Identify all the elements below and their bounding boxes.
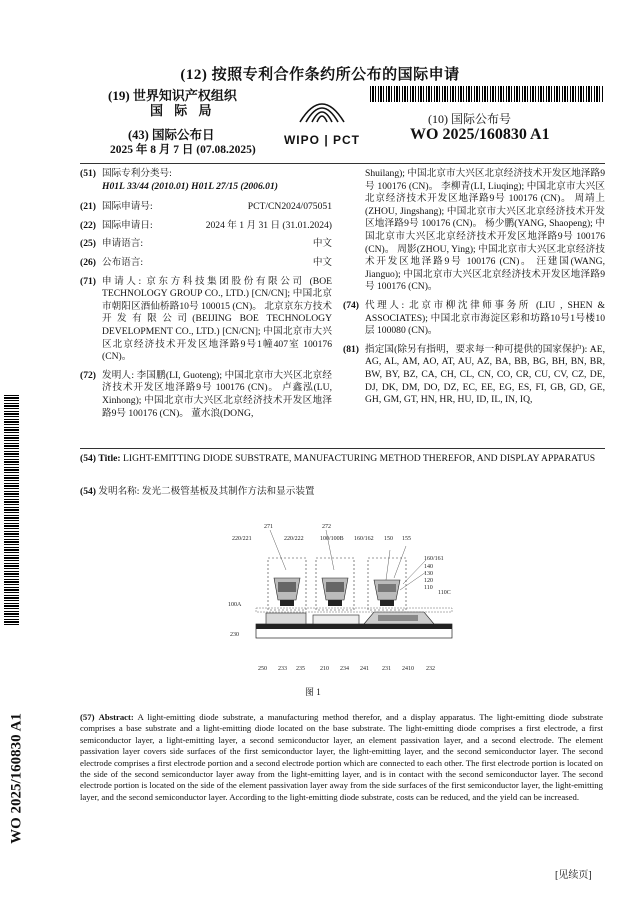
figure-label: 100A xyxy=(228,602,242,608)
ipc-classification: H01L 33/44 (2010.01) H01L 27/15 (2006.01) xyxy=(102,180,278,192)
wipo-pct-text: WIPO | PCT xyxy=(283,133,361,147)
filing-language: 中文 xyxy=(312,238,332,250)
designated-states: 指定国(除另有指明，要求每一种可提供的国家保护): AE, AG, AL, AM, AO, AT, AU, AZ, BA, BB, BG, BH, BN, BR, BW, BY, BZ, CA, CH, CL, CN, CO, CR, CU, CV, CZ, DE, DJ, DK, DM, DO, DZ, EC, EE, EG, ES, FI, GB, GD, GE, GH, GM, GT, HN, HR, HU, ID, IL, IN, IQ, xyxy=(365,343,605,406)
continued-on-next-page: [见续页] xyxy=(555,870,592,881)
abstract-text: A light-emitting diode substrate, a manufacturing method therefor, and a display apparatus. The light-emitting diode substrate comprises a base substrate and a light-emitting diode located on the base substrate. The light-emitting diode comprises a first electrode, a first semiconductor layer, a light-emitting layer, a second semiconductor layer, an element passivation layer, and a second electrode. The element passivation layer covers side surfaces of the first semiconductor layer, the light-emitting layer, and the second semiconductor layer. The second electrode comprises a first electrode portion and a second electrode portion which are connected to each other. The first electrode portion is located on the side of the second semiconductor layer away from the light-emitting layer, and is in contact with the second semiconductor layer. The second electrode portion is located on the side of the element passivation layer away from the side surfaces of the first semiconductor layer, the light-emitting layer, and the second semiconductor layer. According to the light-emitting diode substrate, costs can be reduced, and the yield can be increased. xyxy=(80,712,604,802)
english-title xyxy=(80,453,605,466)
figure-label: 155 xyxy=(402,536,411,542)
bibliographic-right-column xyxy=(343,168,605,407)
field-26 xyxy=(80,257,332,270)
publication-language: 中文 xyxy=(312,256,332,268)
field-number: (74) xyxy=(343,299,359,311)
field-number: (19) xyxy=(108,88,130,103)
patent-figure-1 xyxy=(228,520,468,680)
field-number: (51) xyxy=(80,168,96,179)
vertical-barcode xyxy=(4,395,19,625)
field-number: (57) xyxy=(80,712,95,722)
publication-number-label: (10) 国际公布号 xyxy=(428,112,511,126)
field-label: 公布语言: xyxy=(102,256,144,268)
field-74 xyxy=(343,300,605,338)
field-label: 国际专利分类号: xyxy=(102,168,172,179)
international-bureau: 国 际 局 xyxy=(150,103,216,118)
figure-label: 231 xyxy=(382,666,391,672)
field-label: 申请语言: xyxy=(102,238,144,250)
field-51 xyxy=(80,168,332,181)
led-1 xyxy=(274,578,300,606)
inventors: 发明人: 李国鹏(LI, Guoteng); 中国北京市大兴区北京经济技术开发区地泽路9号 100176 (CN)。 卢鑫泓(LU, Xinhong); 中国北京市大兴区北京经济技术开发区地泽路9号 100176 (CN)。 董水浪(DONG, xyxy=(102,369,332,419)
field-21 xyxy=(80,201,332,214)
wipo-emblem-icon xyxy=(292,92,352,128)
figure-label: 140 xyxy=(424,564,433,570)
bibliographic-left-column xyxy=(80,168,332,420)
electrode-portion xyxy=(378,615,418,621)
figure-caption: 图 1 xyxy=(305,687,321,697)
applicants: 申请人: 京东方科技集团股份有限公司 (BOE TECHNOLOGY GROUP CO., LTD.) [CN/CN]; 中国北京市朝阳区酒仙桥路10号 100015 (CN)。 北京京东方技术开发有限公司(BEIJING BOE TECHNOLOGY DEVELOPMENT CO., LTD.) [CN/CN]; 中国北京市大兴区北京经济技术开发区地泽路9号1幢407室 100176 (CN)。 xyxy=(102,275,332,363)
field-number: (26) xyxy=(80,256,96,268)
agent: 代理人: 北京市柳沈律师事务所 (LIU , SHEN & ASSOCIATES); 中国北京市海淀区彩和坊路10号1号楼10层 100080 (CN)。 xyxy=(365,299,605,337)
abstract xyxy=(80,712,603,803)
title-text: 发明名称: 发光二极管基板及其制作方法和显示装置 xyxy=(98,486,315,497)
filing-date: 2024 年 1 月 31 日 (31.01.2024) xyxy=(205,219,332,231)
field-number: (72) xyxy=(80,369,96,381)
publication-date-label: (43) 国际公布日 xyxy=(128,128,215,142)
electrode-layer xyxy=(256,624,452,629)
figure-label: 272 xyxy=(322,524,331,530)
field-81 xyxy=(343,344,605,407)
application-number: PCT/CN2024/075051 xyxy=(247,201,332,213)
field-number: (54) xyxy=(80,486,96,497)
figure-label: 234 xyxy=(340,666,349,672)
field-number: (22) xyxy=(80,219,96,231)
figure-label: 232 xyxy=(426,666,435,672)
figure-label: 235 xyxy=(296,666,305,672)
title-label: Title: xyxy=(98,453,121,464)
field-number: (54) xyxy=(80,453,96,464)
title-text: LIGHT-EMITTING DIODE SUBSTRATE, MANUFACTURING METHOD THEREFOR, AND DISPLAY APPARATUS xyxy=(123,453,596,464)
pad-region xyxy=(313,615,359,624)
figure-label: 220/222 xyxy=(284,536,304,542)
header-divider xyxy=(80,163,605,164)
field-22 xyxy=(80,220,332,233)
organization-name: 世界知识产权组织 xyxy=(132,88,237,103)
field-number: (25) xyxy=(80,238,96,250)
figure-label: 150 xyxy=(384,536,393,542)
figure-label: 100/100B xyxy=(320,536,344,542)
figure-label: 130 xyxy=(424,571,433,577)
abstract-label: Abstract: xyxy=(98,712,134,722)
publication-number: WO 2025/160830 A1 xyxy=(410,126,550,143)
figure-label: 2410 xyxy=(402,666,414,672)
field-label: 国际申请号: xyxy=(102,201,153,213)
figure-label: 110 xyxy=(424,585,433,591)
field-25 xyxy=(80,238,332,251)
figure-label: 233 xyxy=(278,666,287,672)
figure-label: 271 xyxy=(264,524,273,530)
figure-label: 241 xyxy=(360,666,369,672)
figure-label: 250 xyxy=(258,666,267,672)
wipo-logo xyxy=(272,92,372,147)
led-2 xyxy=(322,578,348,606)
figure-label: 230 xyxy=(230,632,239,638)
figure-label: 160/162 xyxy=(354,536,374,542)
figure-label: 210 xyxy=(320,666,329,672)
title-divider xyxy=(80,448,605,449)
vertical-publication-number: WO 2025/160830 A1 xyxy=(8,713,25,844)
barcode xyxy=(370,86,603,102)
chinese-title xyxy=(80,486,605,499)
field-label: 国际申请日: xyxy=(102,219,153,231)
figure-label: 120 xyxy=(424,578,433,584)
field-number: (81) xyxy=(343,343,359,355)
figure-label: 160/161 xyxy=(424,556,444,562)
field-number: (71) xyxy=(80,275,96,287)
field-number: (21) xyxy=(80,201,96,213)
inventors-continued: Shuilang); 中国北京市大兴区北京经济技术开发区地泽路9号 100176 (CN)。 李柳青(LI, Liuqing); 中国北京市大兴区北京经济技术开发区地泽路9号 100176 (CN)。 周靖上(ZHOU, Jingshang); 中国北京市大兴区北京经济技术开发区地泽路9号 100176 (CN)。 杨少鹏(YANG, Shaopeng); 中国北京市大兴区北京经济技术开发区地泽路9号 100176 (CN)。 周影(ZHOU, Ying); 中国北京市大兴区北京经济技术开发区地泽路9号 100176 (CN)。 汪建国(WANG, Jianguo); 中国北京市大兴区北京经济技术开发区地泽路9号 100176 (CN)。 xyxy=(365,168,605,293)
publication-date: 2025 年 8 月 7 日 (07.08.2025) xyxy=(110,144,256,156)
figure-label: 220/221 xyxy=(232,536,252,542)
led-3 xyxy=(374,580,400,606)
document-title: (12) 按照专利合作条约所公布的国际申请 xyxy=(180,67,460,83)
figure-label: 110C xyxy=(438,590,451,596)
field-71 xyxy=(80,276,332,364)
field-72 xyxy=(80,370,332,420)
pad-region xyxy=(266,613,306,624)
